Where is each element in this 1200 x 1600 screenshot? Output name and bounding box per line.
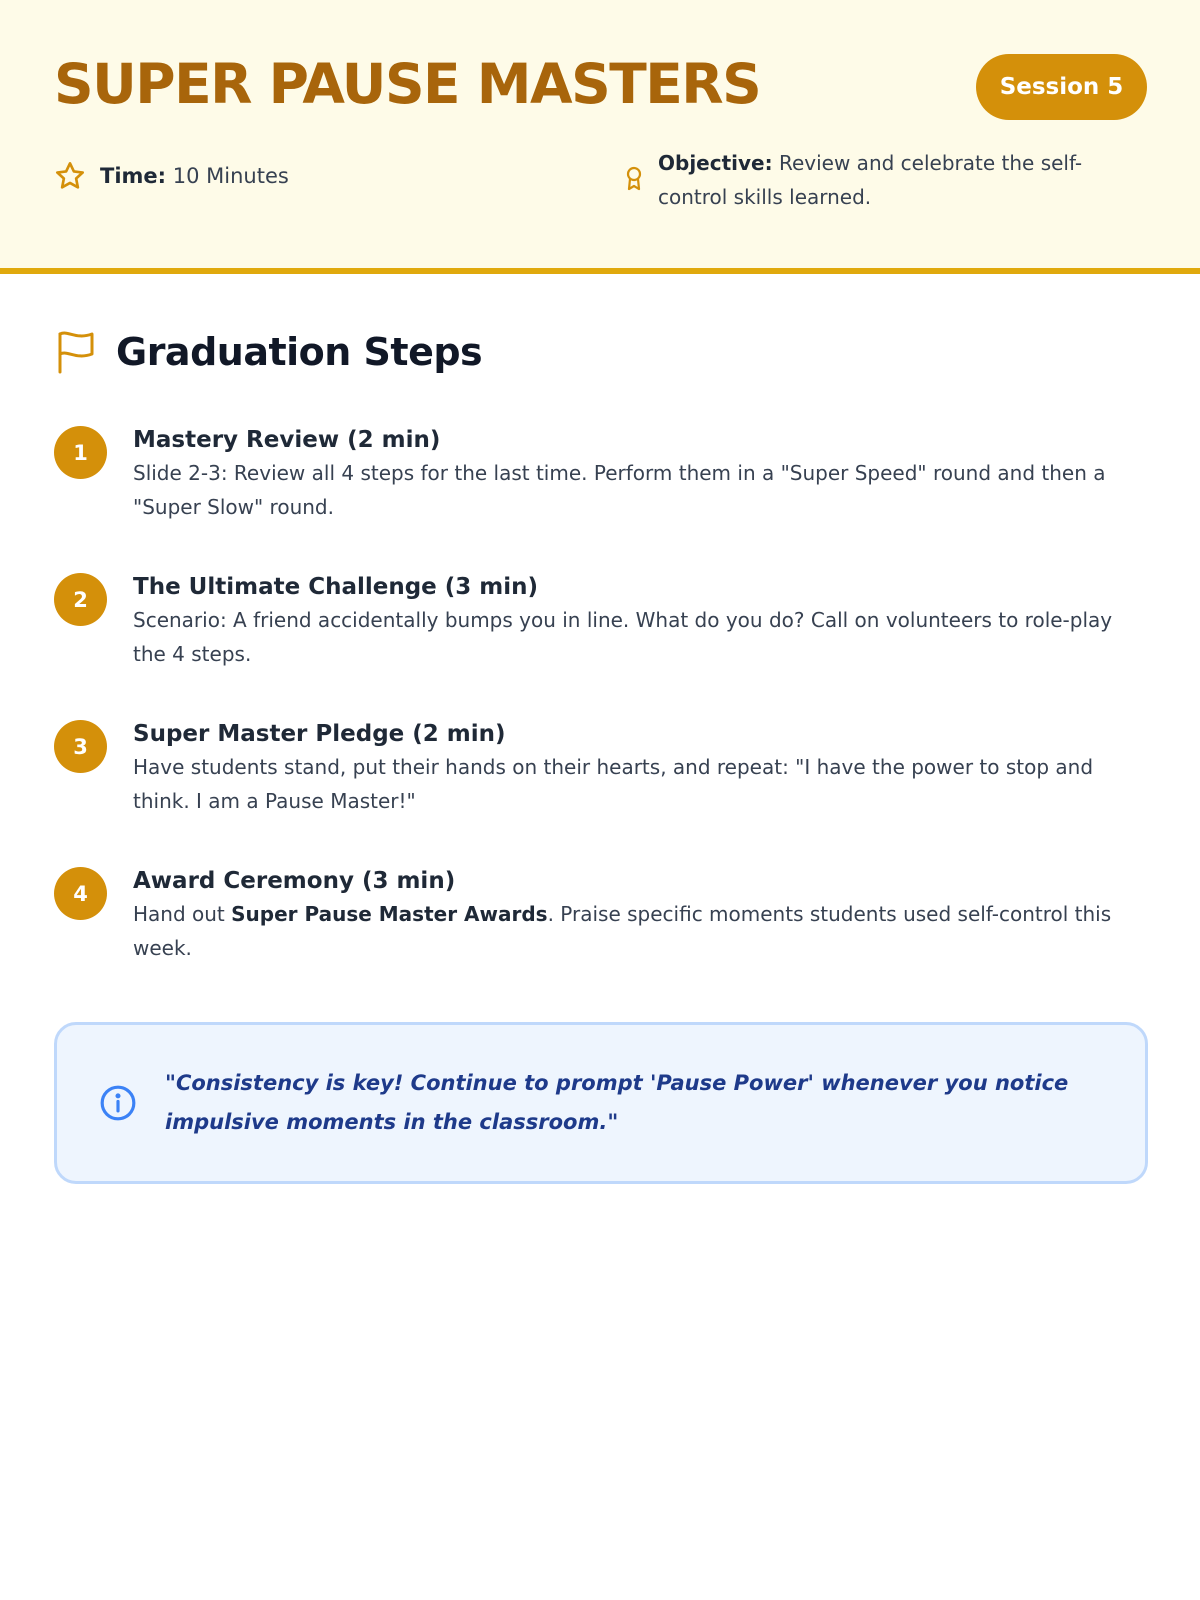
info-icon (99, 1084, 137, 1122)
step-title: Super Master Pledge (2 min) (133, 721, 506, 747)
session-badge: Session 5 (976, 54, 1147, 120)
step-number: 3 (54, 720, 107, 773)
flag-icon (56, 330, 96, 374)
objective-info (622, 146, 1102, 214)
time-value: 10 Minutes (172, 164, 289, 188)
objective-value: Review and celebrate the self-control skills learned. (658, 151, 1083, 209)
time-label: Time: (100, 164, 167, 188)
step-description: Slide 2-3: Review all 4 steps for the last time. Perform them in a "Super Speed" round and then a "Super Slow" round. (133, 461, 1106, 519)
list-item (54, 716, 1148, 863)
list-item (54, 422, 1148, 569)
tip-text: "Consistency is key! Continue to prompt 'Pause Power' whenever you notice impulsive moments in the classroom." (165, 1071, 1069, 1134)
step-title: Mastery Review (2 min) (133, 427, 441, 453)
time-info (54, 160, 289, 192)
award-icon (622, 164, 646, 192)
award-name: Super Pause Master Awards (231, 902, 548, 926)
step-description (133, 897, 1148, 965)
page-title: SUPER PAUSE MASTERS (54, 52, 761, 116)
step-number: 4 (54, 867, 107, 920)
step-number: 2 (54, 573, 107, 626)
step-desc-before: Hand out (133, 902, 232, 926)
objective-label: Objective: (658, 151, 773, 175)
step-desc-after: . Praise specific moments students used self-control this week. (133, 902, 1112, 960)
step-description: Have students stand, put their hands on their hearts, and repeat: "I have the power to stop and think. I am a Pause Master!" (133, 755, 1094, 813)
step-title: The Ultimate Challenge (3 min) (133, 574, 539, 600)
steps-list (54, 422, 1148, 1010)
tip-callout (54, 1022, 1148, 1184)
section-title: Graduation Steps (116, 330, 483, 374)
step-description: Scenario: A friend accidentally bumps you in line. What do you do? Call on volunteers to role-play the 4 steps. (133, 608, 1113, 666)
list-item (54, 863, 1148, 1010)
step-number: 1 (54, 426, 107, 479)
star-icon (54, 160, 86, 192)
list-item (54, 569, 1148, 716)
section-heading (56, 330, 482, 374)
header (0, 0, 1200, 274)
step-title: Award Ceremony (3 min) (133, 868, 456, 894)
